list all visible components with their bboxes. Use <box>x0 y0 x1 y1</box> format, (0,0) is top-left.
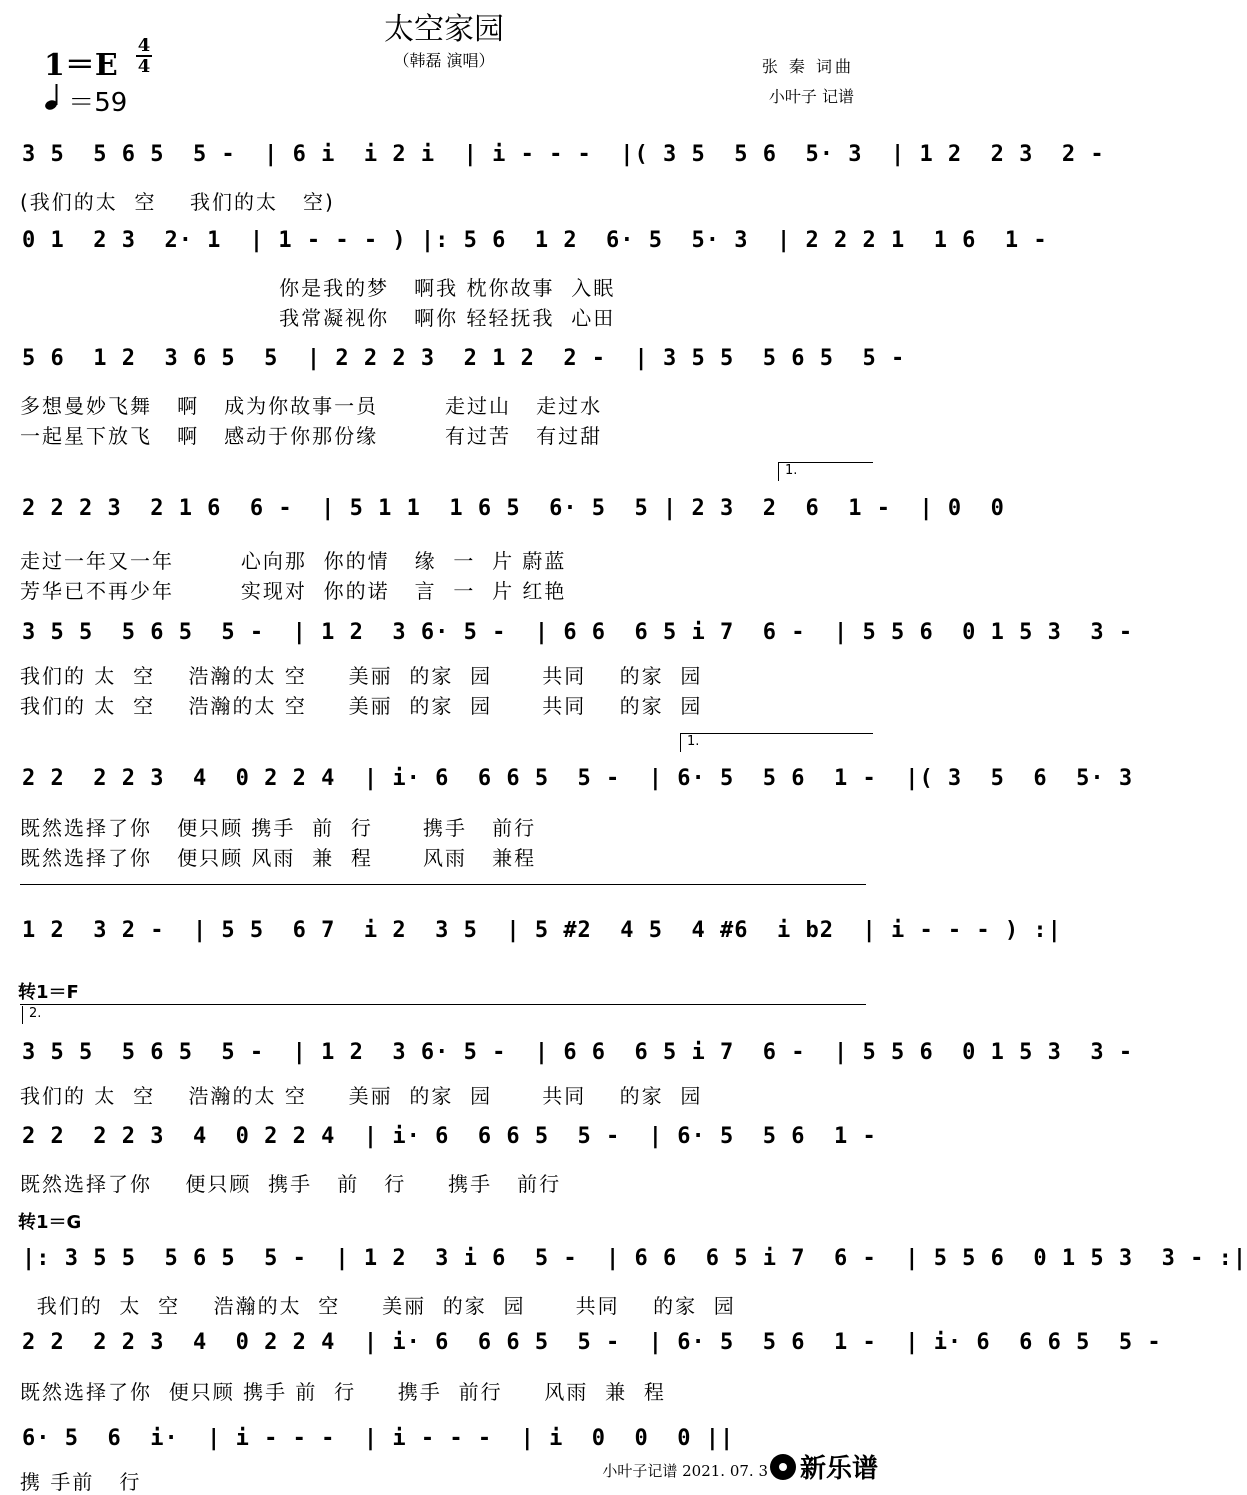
notation-line: 3 5 5 5 6 5 5 - | 1 2 3 6· 5 - | 6 6 6 5 i 7 6 - | 5 5 6 0 1 5 3 3 - <box>22 1040 1134 1065</box>
song-subtitle: （韩磊 演唱） <box>393 51 495 70</box>
lyric-line: 芳华已不再少年 实现对 你的诺 言 一 片 红艳 <box>20 579 567 603</box>
logo-text: 新乐谱 <box>799 1454 878 1484</box>
lyric-line: 我们的 太 空 浩瀚的太 空 美丽 的家 园 共同 的家 园 <box>20 694 703 718</box>
record-icon <box>770 1454 796 1480</box>
notation-line: 6· 5 6 i· | i - - - | i - - - | i 0 0 0 || <box>22 1426 735 1451</box>
credit-lyrics-music: 张 秦 词曲 <box>761 57 854 76</box>
notation-line: 2 2 2 2 3 4 0 2 2 4 | i· 6 6 6 5 5 - | 6· 5 5 6 1 - <box>22 1124 877 1149</box>
lyric-line: 携 手前 行 <box>20 1470 142 1494</box>
notation-line: 2 2 2 2 3 4 0 2 2 4 | i· 6 6 6 5 5 - | 6· 5 5 6 1 - | i· 6 6 6 5 5 - <box>22 1330 1162 1355</box>
notation-line: |: 3 5 5 5 6 5 5 - | 1 2 3 i 6 5 - | 6 6 6 5 i 7 6 - | 5 5 6 0 1 5 3 3 - :| <box>22 1246 1247 1271</box>
lyric-line: 我常凝视你 啊你 轻轻抚我 心田 <box>20 306 616 330</box>
notation-line: 3 5 5 6 5 5 - | 6 i i 2 i | i - - - |( 3 5 5 6 5· 3 | 1 2 2 3 2 - <box>22 142 1105 167</box>
volta-bracket: 2. <box>22 1006 29 1024</box>
lyric-line: 既然选择了你 便只顾 风雨 兼 程 风雨 兼程 <box>20 846 537 870</box>
quarter-note-icon <box>44 83 60 111</box>
lyric-line: 既然选择了你 便只顾 携手 前 行 携手 前行 风雨 兼 程 <box>20 1380 666 1404</box>
staff-rule <box>20 884 866 885</box>
lyric-line: 你是我的梦 啊我 枕你故事 入眠 <box>20 276 616 300</box>
lyric-line: (我们的太 空 我们的太 空) <box>20 190 335 214</box>
notation-line: 0 1 2 3 2· 1 | 1 - - - ) |: 5 6 1 2 6· 5 5· 3 | 2 2 2 1 1 6 1 - <box>22 228 1048 253</box>
tempo-value: ＝59 <box>68 88 128 118</box>
key-change: 转1＝F <box>18 982 79 1003</box>
time-signature-top: 4 <box>137 35 151 56</box>
lyric-line: 我们的 太 空 浩瀚的太 空 美丽 的家 园 共同 的家 园 <box>20 664 703 688</box>
song-title: 太空家园 <box>384 12 504 47</box>
key-change: 转1＝G <box>18 1212 82 1233</box>
lyric-line: 我们的 太 空 浩瀚的太 空 美丽 的家 园 共同 的家 园 <box>20 1294 736 1318</box>
site-logo <box>770 1448 878 1485</box>
credit-transcriber: 小叶子 记谱 <box>768 87 854 106</box>
lyric-line: 既然选择了你 便只顾 携手 前 行 携手 前行 <box>20 816 537 840</box>
notation-line: 5 6 1 2 3 6 5 5 | 2 2 2 3 2 1 2 2 - | 3 5 5 5 6 5 5 - <box>22 346 906 371</box>
volta-bracket: 1. <box>778 462 873 481</box>
notation-line: 3 5 5 5 6 5 5 - | 1 2 3 6· 5 - | 6 6 6 5 i 7 6 - | 5 5 6 0 1 5 3 3 - <box>22 620 1134 645</box>
notation-line: 1 2 3 2 - | 5 5 6 7 i 2 3 5 | 5 #2 4 5 4 #6 i b2 | i - - - ) :| <box>22 918 1062 943</box>
lyric-line: 一起星下放飞 啊 感动于你那份缘 有过苦 有过甜 <box>20 424 603 448</box>
lyric-line: 既然选择了你 便只顾 携手 前 行 携手 前行 <box>20 1172 562 1196</box>
key-signature: 1＝E <box>44 48 118 83</box>
lyric-line: 走过一年又一年 心向那 你的情 缘 一 片 蔚蓝 <box>20 549 567 573</box>
notation-line: 2 2 2 2 3 4 0 2 2 4 | i· 6 6 6 5 5 - | 6· 5 5 6 1 - |( 3 5 6 5· 3 <box>22 766 1134 791</box>
lyric-line: 多想曼妙飞舞 啊 成为你故事一员 走过山 走过水 <box>20 394 603 418</box>
transcription-footer: 小叶子记谱 2021. 07. 3 <box>602 1462 768 1480</box>
lyric-line: 我们的 太 空 浩瀚的太 空 美丽 的家 园 共同 的家 园 <box>20 1084 703 1108</box>
volta-bracket: 1. <box>680 733 873 752</box>
staff-rule <box>20 1004 866 1005</box>
notation-line: 2 2 2 3 2 1 6 6 - | 5 1 1 1 6 5 6· 5 5 | 2 3 2 6 1 - | 0 0 <box>22 496 1005 521</box>
tempo-marking <box>44 82 127 119</box>
time-signature <box>136 36 152 76</box>
time-signature-bottom: 4 <box>137 56 151 77</box>
